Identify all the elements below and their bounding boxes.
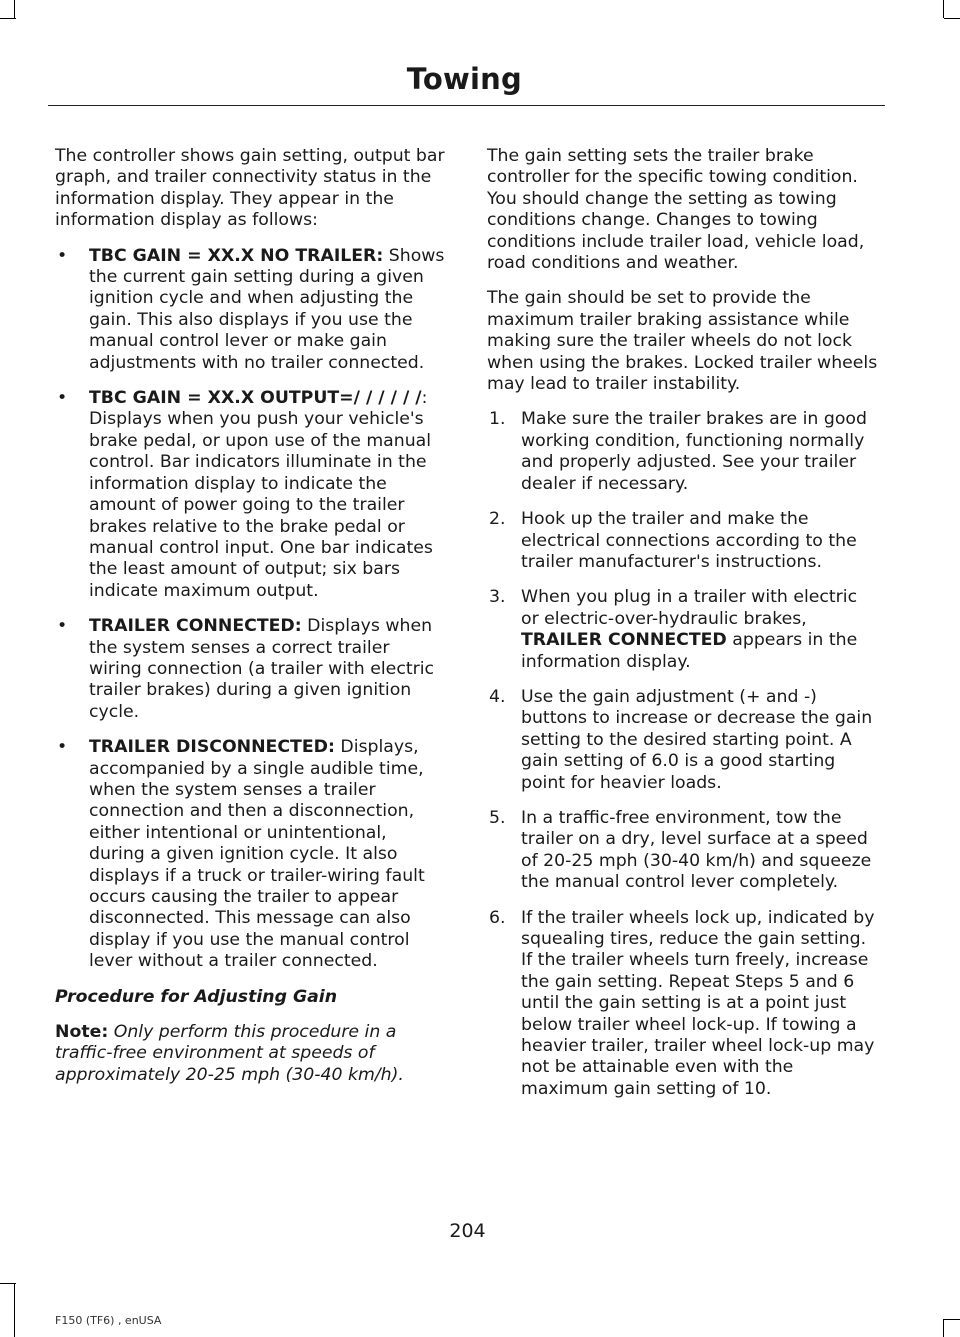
crop-mark	[943, 1319, 944, 1337]
bullet: •	[57, 245, 68, 266]
footer-text: F150 (TF6) , enUSA	[55, 1314, 162, 1327]
section-heading: Procedure for Adjusting Gain	[55, 986, 338, 1007]
message-term: TBC GAIN = XX.X OUTPUT=/ / / / / /	[89, 388, 422, 409]
step-text: Hook up the trailer and make the electrical connections according to the trailer manufacturer's instructions.	[521, 509, 857, 572]
step-text: When you plug in a trailer with electric or electric-over-hydraulic brakes,	[521, 587, 858, 629]
crop-mark	[944, 18, 960, 19]
message-list	[55, 246, 447, 973]
note	[55, 1022, 447, 1086]
step-number: 1.	[489, 409, 506, 430]
step-text: If the trailer wheels lock up, indicated by squealing tires, reduce the gain setting. If the trailer wheels turn freely, increase the gain setting. Repeat Steps 5 and 6 until the gain setting is at a point just below trailer wheel lock-up. If towing a heavier trailer, trailer wheel lock-up may not be attainable even with the maximum gain setting of 10.	[521, 907, 875, 1099]
right-column	[487, 146, 879, 1114]
list-item	[55, 246, 447, 374]
step-number: 5.	[489, 807, 506, 828]
left-column	[55, 146, 447, 1100]
crop-mark	[943, 0, 944, 18]
list-item	[487, 509, 879, 573]
list-item	[487, 908, 879, 1101]
message-term: TRAILER DISCONNECTED:	[89, 737, 335, 758]
header-divider	[48, 105, 885, 106]
list-item	[487, 687, 879, 794]
message-term: TRAILER CONNECTED:	[89, 616, 302, 637]
step-text: In a traffic-free environment, tow the trailer on a dry, level surface at a speed of 20-25 mph (30-40 km/h) and squeeze the manual control lever completely.	[521, 807, 872, 893]
list-item	[55, 616, 447, 723]
step-text: appears in the information display.	[521, 630, 858, 672]
list-item	[55, 388, 447, 602]
crop-mark	[944, 1319, 960, 1320]
list-item	[55, 737, 447, 972]
note-text: Only perform this procedure in a traffic-free environment at speeds of approximately 20-25 mph (30-40 km/h).	[55, 1022, 404, 1085]
crop-mark	[0, 18, 16, 19]
step-number: 3.	[489, 587, 506, 608]
list-item	[487, 587, 879, 673]
crop-mark	[14, 1283, 15, 1337]
paragraph: The gain should be set to provide the maximum trailer braking assistance while making sure the trailer wheels do not lock when using the brakes. Locked trailer wheels may lead to trailer instability.	[487, 288, 878, 395]
crop-mark	[0, 1283, 16, 1284]
message-term: TBC GAIN = XX.X NO TRAILER:	[89, 245, 384, 266]
step-text: Use the gain adjustment (+ and -) buttons to increase or decrease the gain setting to the desired starting point. A gain setting of 6.0 is a good starting point for heavier loads.	[521, 686, 873, 793]
crop-mark	[14, 0, 15, 18]
list-item	[487, 409, 879, 495]
message-description: Displays when the system senses a correct trailer wiring connection (a trailer with electric trailer brakes) during a given ignition cycle.	[89, 616, 435, 722]
step-number: 6.	[489, 907, 506, 928]
page-title: Towing	[406, 62, 522, 96]
page-number: 204	[449, 1220, 486, 1242]
intro-paragraph: The controller shows gain setting, output bar graph, and trailer connectivity status in the information display. They appear in the information display as follows:	[55, 146, 445, 231]
message-description: Displays, accompanied by a single audible time, when the system senses a trailer connection and then a disconnection, either intentional or unintentional, during a given ignition cycle. It also displays if a truck or trailer-wiring fault occurs causing the trailer to appear disconnected. This message can also display if you use the manual control lever without a trailer connected.	[89, 737, 425, 972]
bullet: •	[57, 737, 68, 758]
step-term: TRAILER CONNECTED	[521, 630, 727, 651]
bullet: •	[57, 388, 68, 409]
message-description: : Displays when you push your vehicle's brake pedal, or upon use of the manual control. Bar indicators illuminate in the information display to indicate the amount of power going to the trailer brakes relative to the brake pedal or manual control input. One bar indicates the least amount of output; six bars indicate maximum output.	[89, 388, 433, 601]
paragraph: The gain setting sets the trailer brake controller for the specific towing condition. You should change the setting as towing conditions change. Changes to towing conditions include trailer load, vehicle load, road conditions and weather.	[487, 146, 865, 274]
procedure-steps	[487, 409, 879, 1100]
note-label: Note:	[55, 1022, 109, 1043]
step-number: 2.	[489, 509, 506, 530]
step-text: Make sure the trailer brakes are in good working condition, functioning normally and properly adjusted. See your trailer dealer if necessary.	[521, 409, 867, 494]
message-description: Shows the current gain setting during a given ignition cycle and when adjusting the gain. This also displays if you use the manual control lever or make gain adjustments with no trailer connected.	[89, 245, 445, 373]
step-number: 4.	[489, 686, 506, 707]
list-item	[487, 808, 879, 894]
bullet: •	[57, 616, 68, 637]
